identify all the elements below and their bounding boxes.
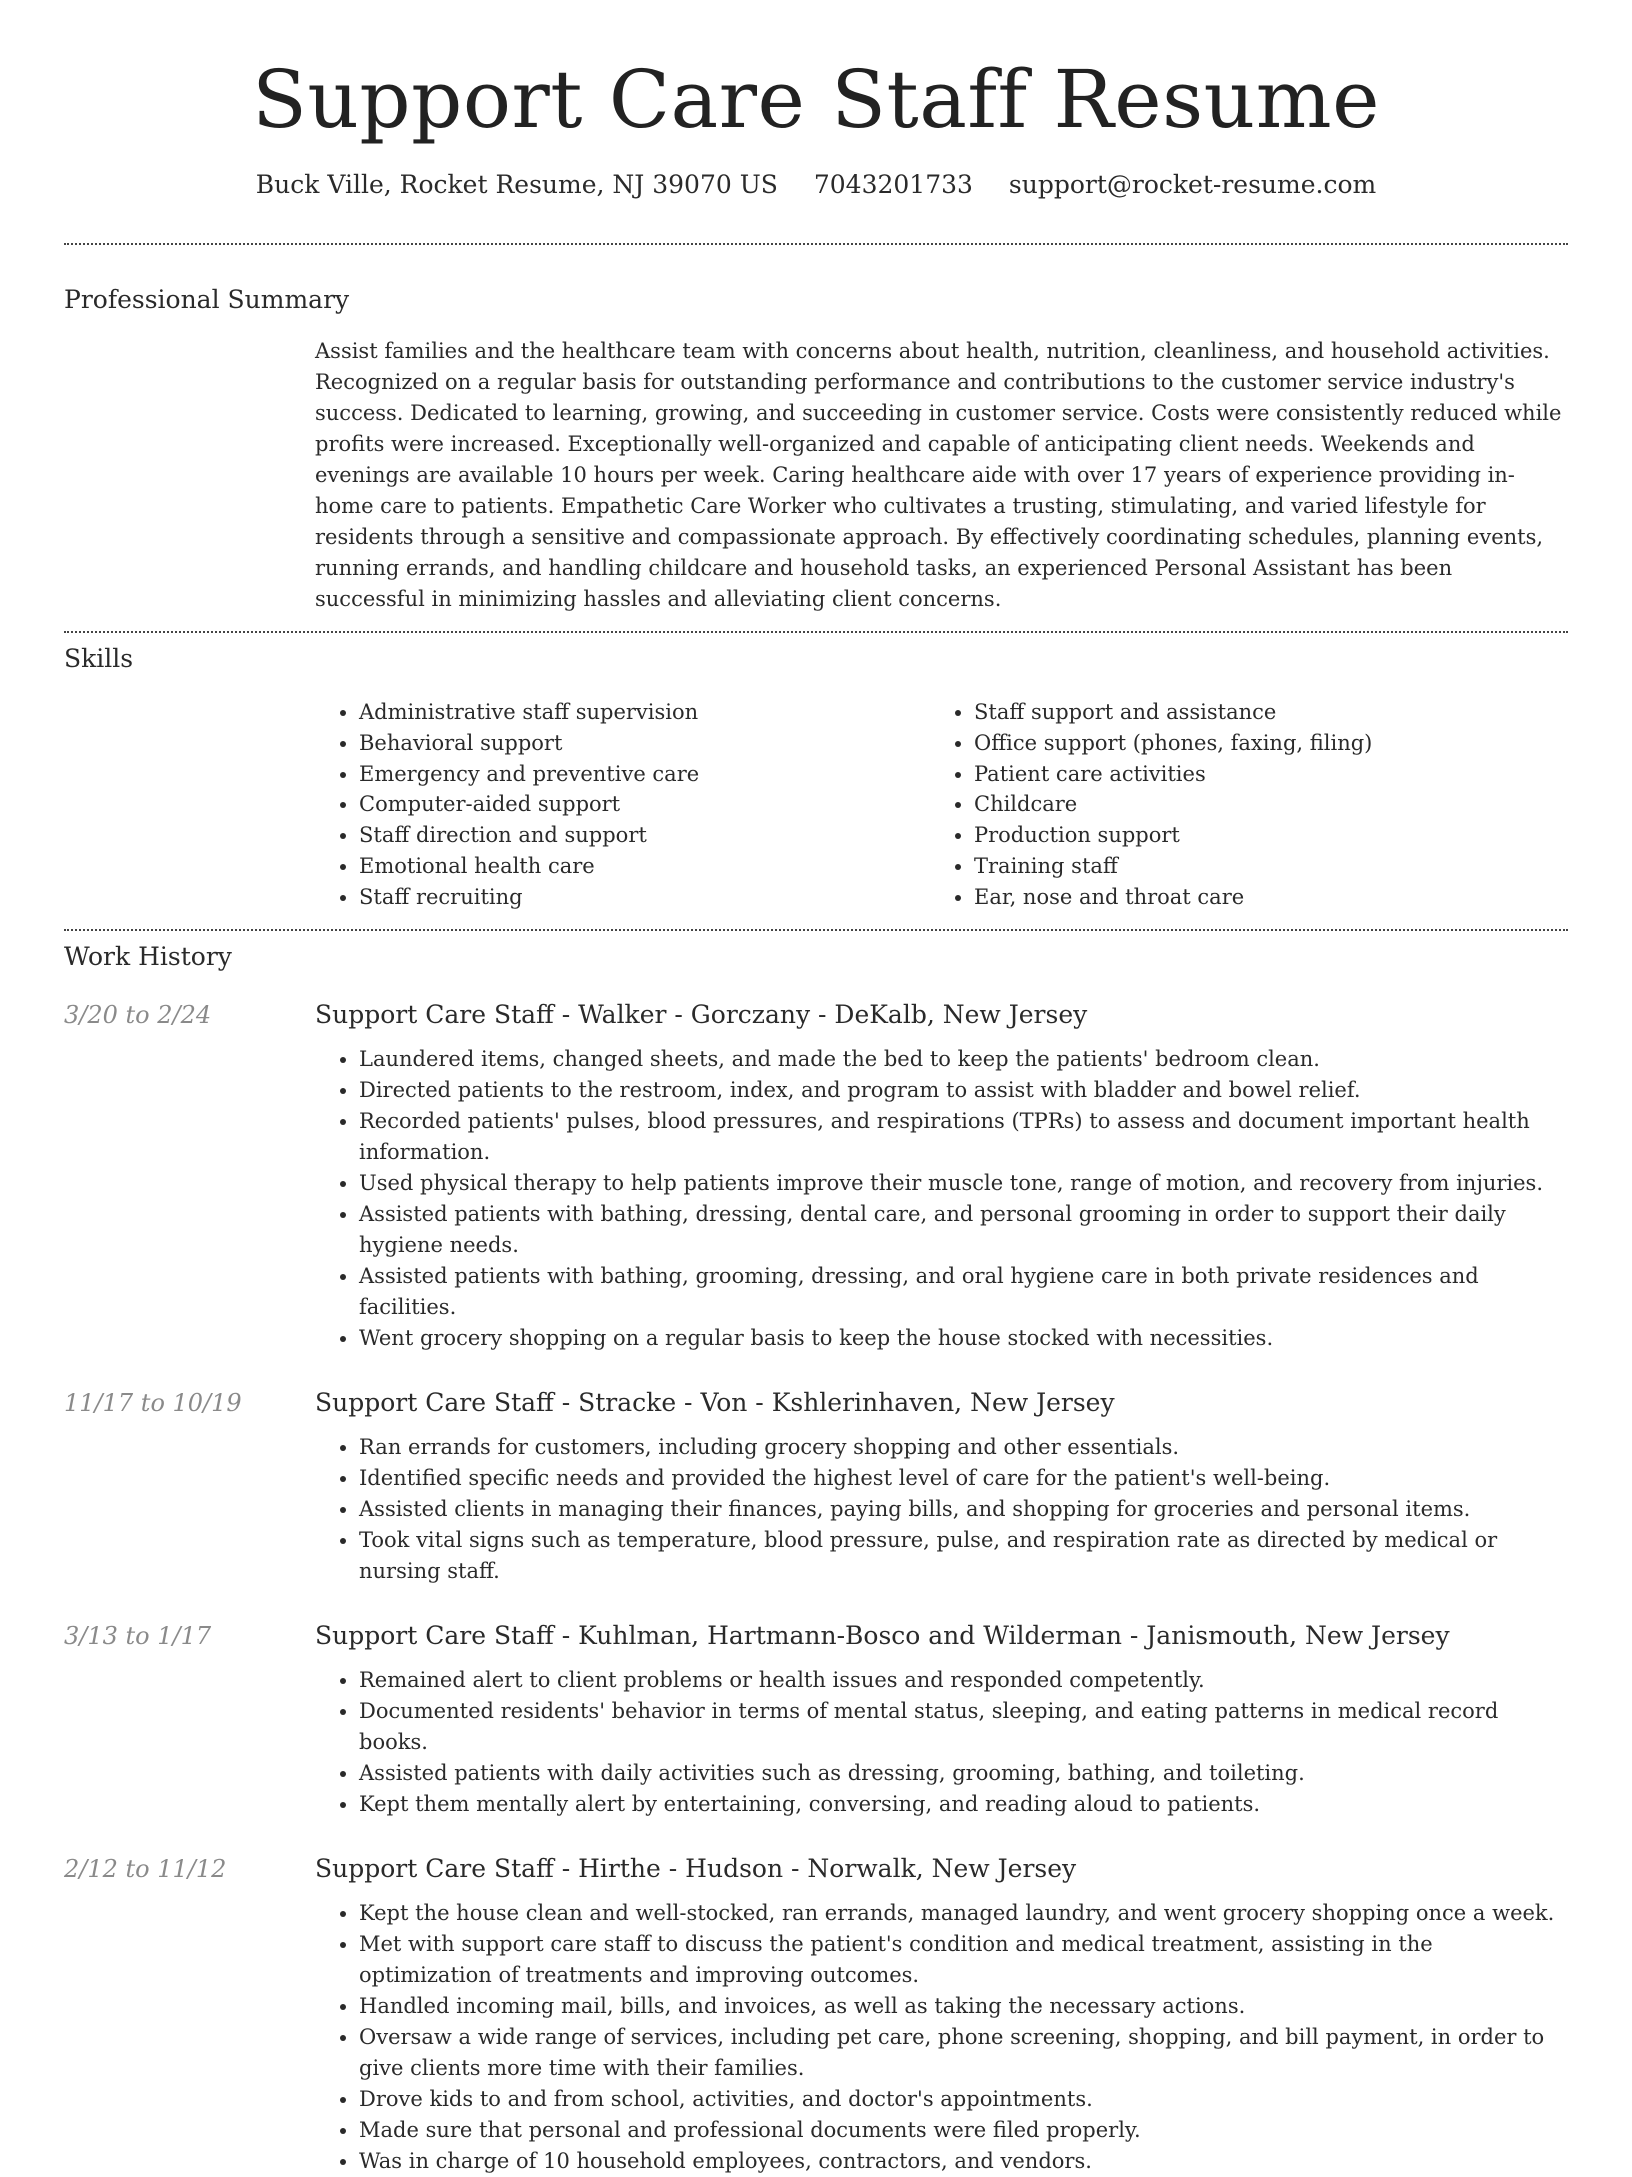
resume-page [64,0,1568,2177]
job-bullet: • Assisted patients with bathing, dressing, dental care, and personal grooming in order to support their daily hygiene needs. [359,1199,1568,1261]
job-dates: 3/13 to 1/17 [64,1621,212,1650]
summary-heading: Professional Summary [64,285,350,314]
skill-item: • Computer-aided support [359,789,930,820]
job-title: Support Care Staff - Stracke - Von - Kshlerinhaven, New Jersey [315,1387,1115,1417]
job-bullet: • Kept the house clean and well-stocked, ran errands, managed laundry, and went grocery shopping once a week. [359,1898,1568,1929]
contact-email: support@rocket-resume.com [1008,170,1377,199]
skill-item: • Production support [974,820,1545,851]
job-bullet: • Took vital signs such as temperature, blood pressure, pulse, and respiration rate as directed by medical or nursing staff. [359,1525,1568,1587]
resume-title: Support Care Staff Resume [252,53,1380,146]
skills-list [315,697,1568,913]
job-bullets [315,1665,1568,1820]
job-entry [64,1620,1568,1820]
job-dates: 2/12 to 11/12 [64,1854,227,1883]
skill-item: • Staff support and assistance [974,697,1545,728]
contact-line [64,168,1568,202]
job-bullet: • Laundered items, changed sheets, and made the bed to keep the patients' bedroom clean. [359,1044,1568,1075]
job-bullet: • Directed patients to the restroom, index, and program to assist with bladder and bowel relief. [359,1075,1568,1106]
work-history-heading: Work History [64,941,232,971]
skill-item: • Childcare [974,789,1545,820]
job-bullet: • Oversaw a wide range of services, including pet care, phone screening, shopping, and bill payment, in order to give clients more time with their families. [359,2022,1568,2084]
job-dates: 11/17 to 10/19 [64,1388,242,1417]
job-bullets [315,1044,1568,1354]
skills-column-right [930,697,1545,913]
job-bullet: • Went grocery shopping on a regular basis to keep the house stocked with necessities. [359,1323,1568,1354]
job-title: Support Care Staff - Hirthe - Hudson - Norwalk, New Jersey [315,1853,1077,1883]
divider [64,243,1568,245]
job-bullet: • Remained alert to client problems or health issues and responded competently. [359,1665,1568,1696]
contact-phone: 7043201733 [813,170,973,199]
job-bullet: • Met with support care staff to discuss the patient's condition and medical treatment, assisting in the optimization of treatments and improving outcomes. [359,1929,1568,1991]
skill-item: • Behavioral support [359,728,930,759]
divider [64,631,1568,633]
skill-item: • Staff recruiting [359,882,930,913]
job-bullet: • Used physical therapy to help patients improve their muscle tone, range of motion, and recovery from injuries. [359,1168,1568,1199]
job-bullet: • Made sure that personal and professional documents were filed properly. [359,2115,1568,2146]
job-bullet: • Handled incoming mail, bills, and invoices, as well as taking the necessary actions. [359,1991,1568,2022]
skill-item: • Training staff [974,851,1545,882]
skill-item: • Office support (phones, faxing, filing) [974,728,1545,759]
job-title: Support Care Staff - Walker - Gorczany - DeKalb, New Jersey [315,999,1088,1029]
job-bullet: • Identified specific needs and provided the highest level of care for the patient's well-being. [359,1463,1568,1494]
job-bullets [315,1432,1568,1587]
skills-heading: Skills [64,644,134,673]
job-bullet: • Drove kids to and from school, activities, and doctor's appointments. [359,2084,1568,2115]
job-bullet: • Recorded patients' pulses, blood pressures, and respirations (TPRs) to assess and document important health information. [359,1106,1568,1168]
job-bullet: • Kept them mentally alert by entertaining, conversing, and reading aloud to patients. [359,1789,1568,1820]
contact-address: Buck Ville, Rocket Resume, NJ 39070 US [255,170,778,199]
skill-item: • Administrative staff supervision [359,697,930,728]
skill-item: • Staff direction and support [359,820,930,851]
job-bullet: • Documented residents' behavior in terms of mental status, sleeping, and eating patterns in medical record books. [359,1696,1568,1758]
job-bullets [315,1898,1568,2177]
job-entry [64,1387,1568,1587]
job-bullet: • Assisted patients with bathing, grooming, dressing, and oral hygiene care in both private residences and facilities. [359,1261,1568,1323]
divider [64,929,1568,931]
job-entry [64,1853,1568,2177]
skill-item: • Emergency and preventive care [359,759,930,790]
skill-item: • Emotional health care [359,851,930,882]
summary-text: Assist families and the healthcare team with concerns about health, nutrition, cleanliness, and household activities. Recognized on a regular basis for outstanding performance and contributions to the customer service industry's success. Dedicated to learning, growing, and succeeding in customer service. Costs were consistently reduced while profits were increased. Exceptionally well-organized and capable of anticipating client needs. Weekends and evenings are available 10 hours per week. Caring healthcare aide with over 17 years of experience providing in-home care to patients. Empathetic Care Worker who cultivates a trusting, stimulating, and varied lifestyle for residents through a sensitive and compassionate approach. By effectively coordinating schedules, planning events, running errands, and handling childcare and household tasks, an experienced Personal Assistant has been successful in minimizing hassles and alleviating client concerns. [315,339,1562,611]
skill-item: • Ear, nose and throat care [974,882,1545,913]
skill-item: • Patient care activities [974,759,1545,790]
job-title: Support Care Staff - Kuhlman, Hartmann-Bosco and Wilderman - Janismouth, New Jersey [315,1620,1450,1650]
job-dates: 3/20 to 2/24 [64,1000,212,1029]
job-entry [64,999,1568,1354]
job-bullet: • Ran errands for customers, including grocery shopping and other essentials. [359,1432,1568,1463]
skills-column-left [315,697,930,913]
job-bullet: • Was in charge of 10 household employees, contractors, and vendors. [359,2146,1568,2177]
job-bullet: • Assisted patients with daily activities such as dressing, grooming, bathing, and toileting. [359,1758,1568,1789]
job-bullet: • Assisted clients in managing their finances, paying bills, and shopping for groceries and personal items. [359,1494,1568,1525]
